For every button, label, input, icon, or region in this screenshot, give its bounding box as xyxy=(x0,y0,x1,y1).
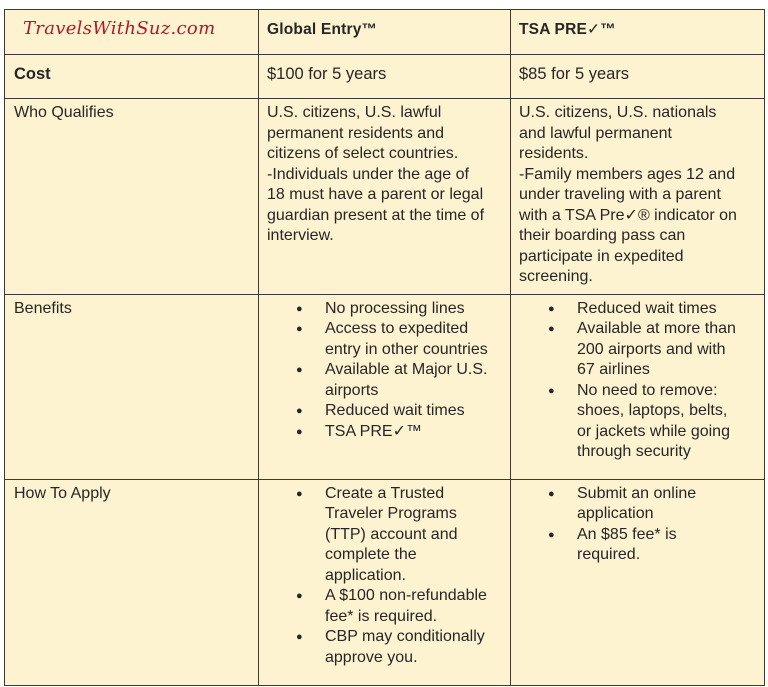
list-item: ● No need to remove: shoes, laptops, belts, or jackets while going through security xyxy=(519,381,756,463)
who-qualifies-row xyxy=(5,99,765,295)
who-qualifies-global-entry: U.S. citizens, U.S. lawful permanent residents and citizens of select countries. -Individuals under the age of 18 must have a parent or legal guardian present at the time of interview. xyxy=(267,104,485,244)
benefits-tsa-pre-cell xyxy=(511,294,765,479)
who-qualifies-tsa-pre: U.S. citizens, U.S. nationals and lawful permanent residents. -Family members ages 12 and under traveling with a parent with a TSA Pre✓® indicator on their boarding pass can participate in expedited screening. xyxy=(519,104,737,285)
row-label-who-qualifies: Who Qualifies xyxy=(14,104,114,121)
header-global-entry: Global Entry™ xyxy=(267,21,378,38)
how-to-apply-global-entry-list xyxy=(267,484,502,669)
how-to-apply-row xyxy=(5,479,765,685)
benefits-global-entry-list xyxy=(267,299,502,443)
header-tsa-pre: TSA PRE✓™ xyxy=(519,21,616,38)
list-item: ● No processing lines xyxy=(267,299,502,320)
cost-global-entry: $100 for 5 years xyxy=(267,65,387,83)
who-qualifies-tsa-pre-cell xyxy=(511,99,765,295)
list-item: ● Reduced wait times xyxy=(267,401,502,422)
header-row xyxy=(5,10,765,55)
comparison-table xyxy=(4,9,765,686)
row-label-cell xyxy=(5,99,259,295)
cost-tsa-pre-cell xyxy=(511,55,765,99)
row-label-cell xyxy=(5,294,259,479)
brand-logo-text: TravelsWithSuz.com xyxy=(23,18,216,39)
cost-row xyxy=(5,55,765,99)
list-item: ● CBP may conditionally approve you. xyxy=(267,627,502,668)
list-item: ● Reduced wait times xyxy=(519,299,756,320)
row-label-cost: Cost xyxy=(14,65,51,83)
how-to-apply-tsa-pre-list xyxy=(519,484,756,566)
list-item: ● Available at more than 200 airports and with 67 airlines xyxy=(519,319,756,381)
header-brand-cell xyxy=(5,10,259,55)
cost-global-entry-cell xyxy=(259,55,511,99)
row-label-benefits: Benefits xyxy=(14,299,72,317)
how-to-apply-tsa-pre-cell xyxy=(511,479,765,685)
cost-tsa-pre: $85 for 5 years xyxy=(519,65,630,83)
row-label-how-to-apply: How To Apply xyxy=(14,484,111,502)
list-item: ● Create a Trusted Traveler Programs (TTP) account and complete the application. xyxy=(267,484,502,587)
who-qualifies-global-entry-cell xyxy=(259,99,511,295)
list-item: ● Submit an online application xyxy=(519,484,756,525)
list-item: ● Available at Major U.S. airports xyxy=(267,360,502,401)
header-tsa-pre-cell xyxy=(511,10,765,55)
how-to-apply-global-entry-cell xyxy=(259,479,511,685)
benefits-tsa-pre-list xyxy=(519,299,756,463)
list-item: ● An $85 fee* is required. xyxy=(519,525,756,566)
benefits-global-entry-cell xyxy=(259,294,511,479)
row-label-cell xyxy=(5,55,259,99)
row-label-cell xyxy=(5,479,259,685)
header-global-entry-cell xyxy=(259,10,511,55)
list-item: ● TSA PRE✓™ xyxy=(267,422,502,443)
list-item: ● A $100 non-refundable fee* is required. xyxy=(267,586,502,627)
benefits-row xyxy=(5,294,765,479)
list-item: ● Access to expedited entry in other countries xyxy=(267,319,502,360)
